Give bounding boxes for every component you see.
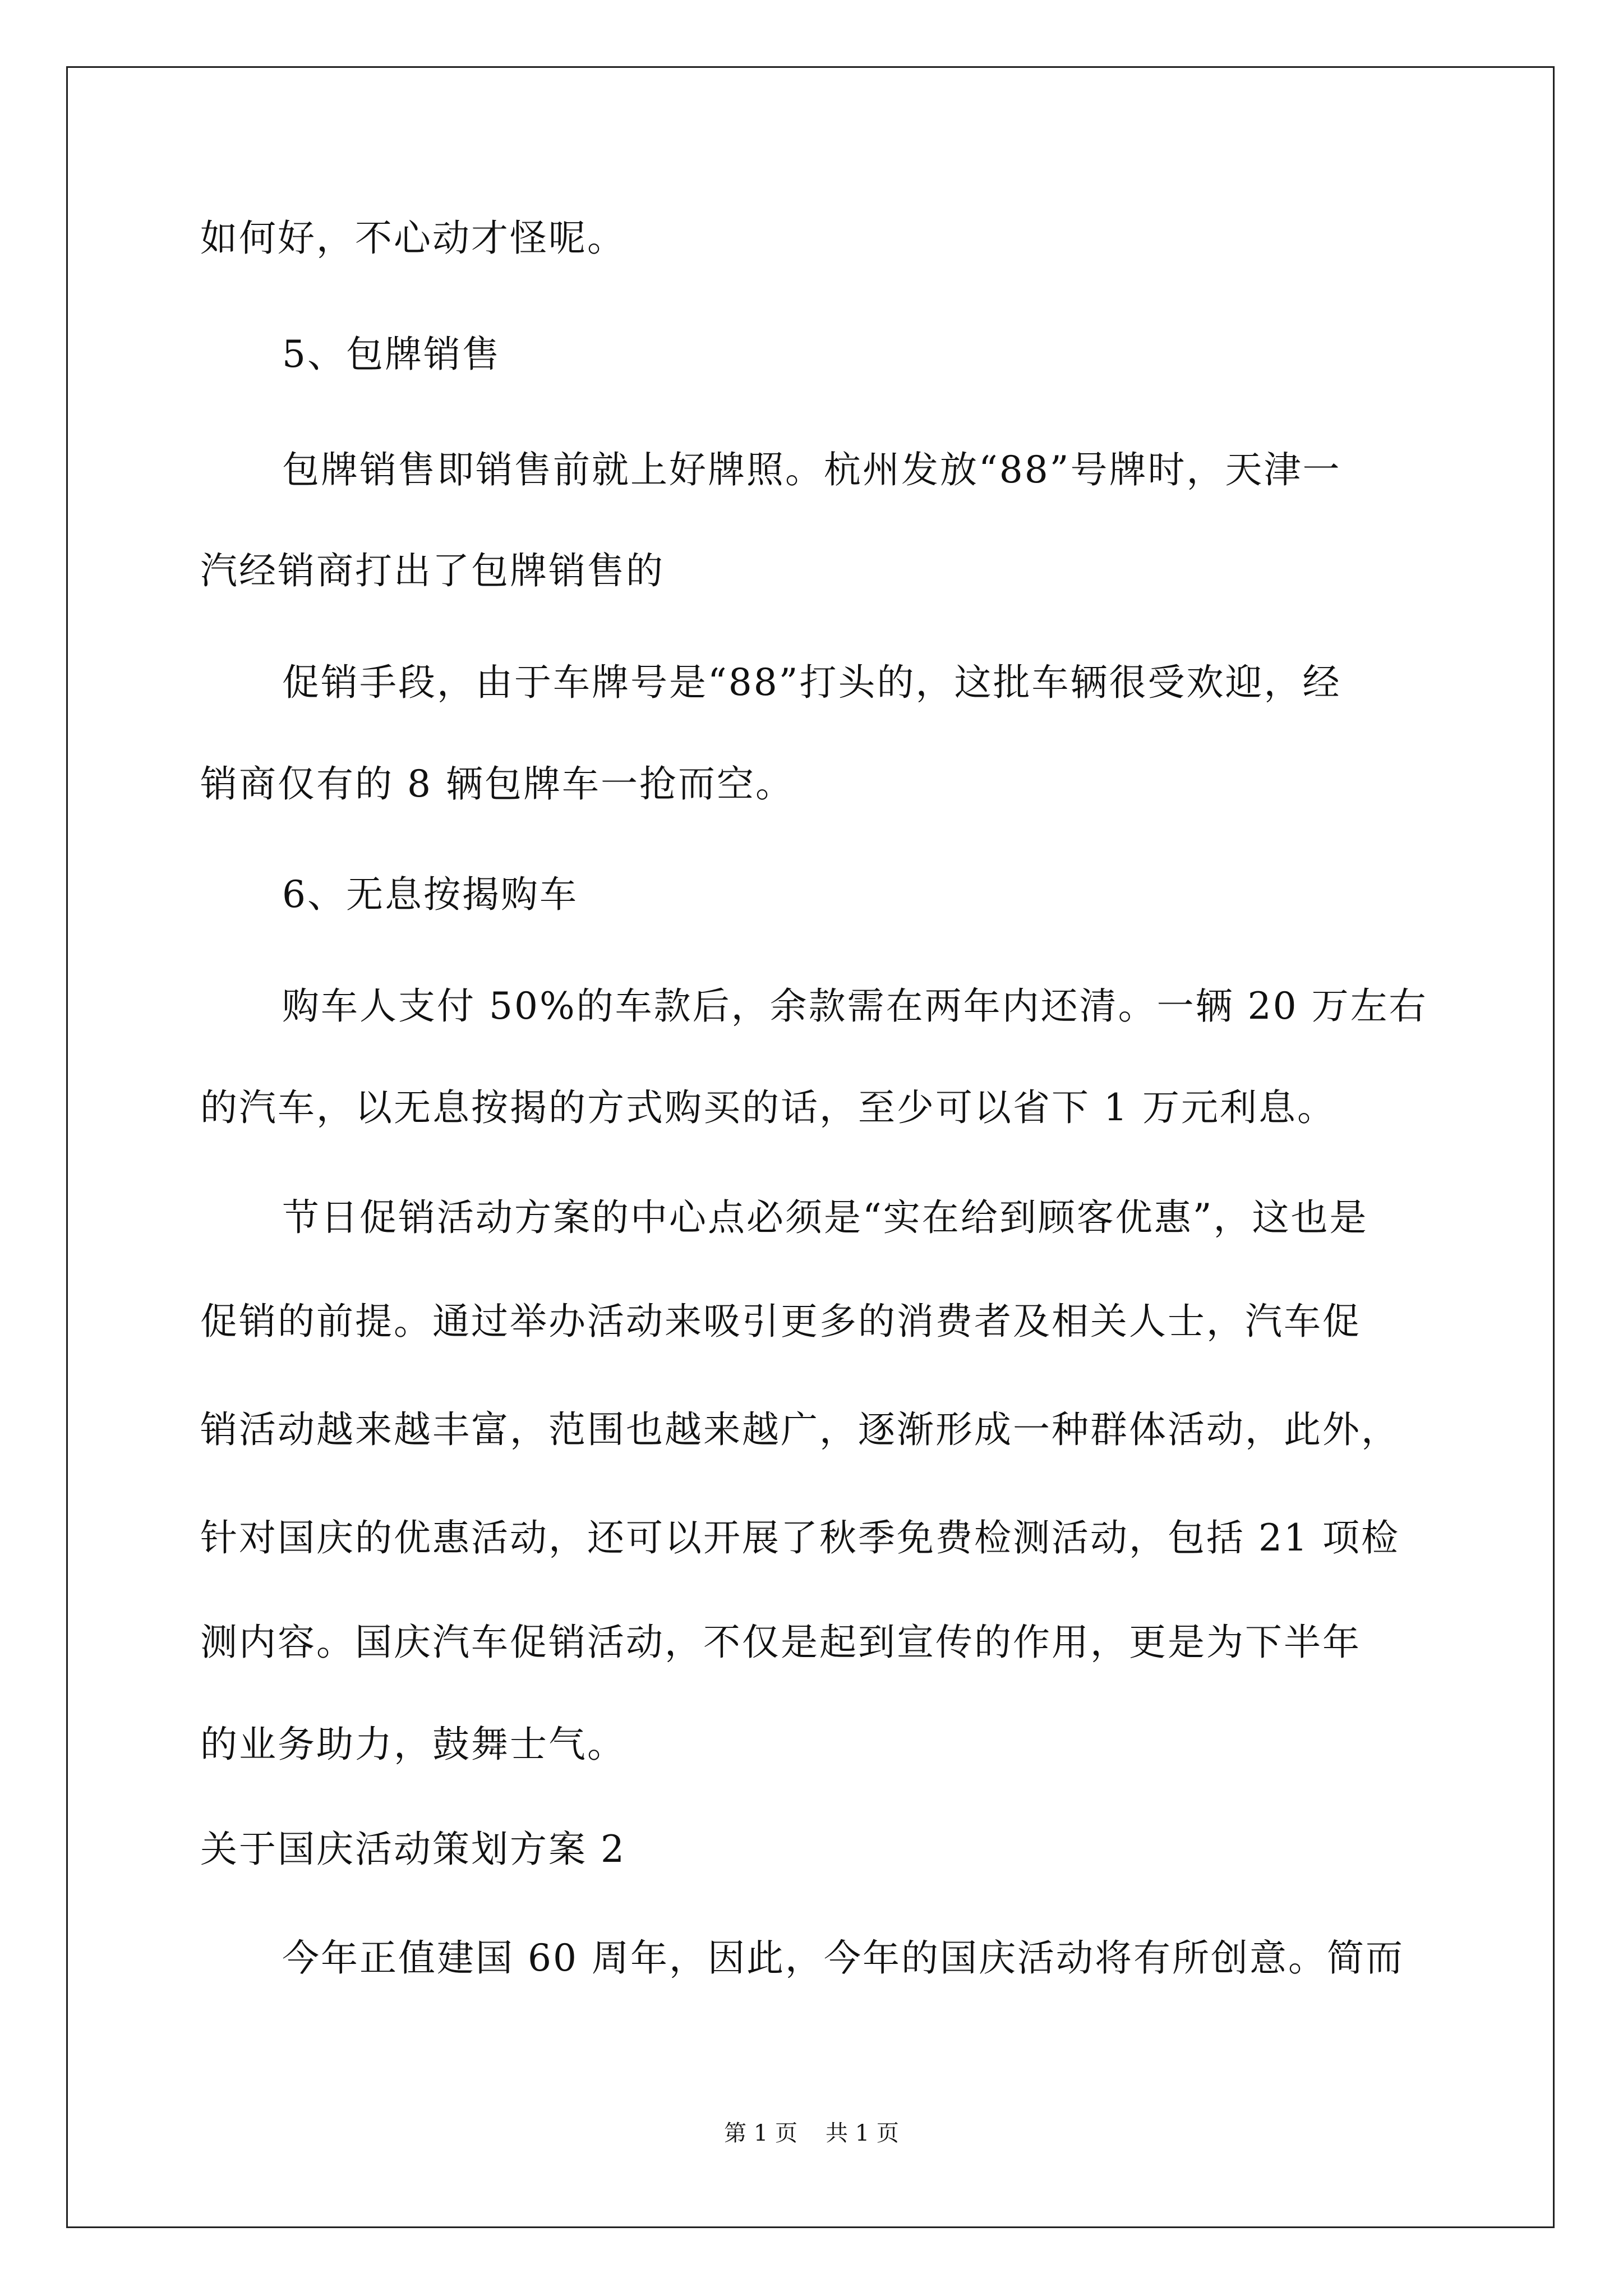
paragraph-line: 汽经销商打出了包牌销售的 [200, 549, 665, 592]
page-number: 第 1 页 [724, 2120, 797, 2146]
paragraph-line: 促销手段，由于车牌号是“88”打头的，这批车辆很受欢迎，经 [282, 661, 1341, 704]
paragraph-line: 节日促销活动方案的中心点必须是“实在给到顾客优惠”，这也是 [282, 1196, 1368, 1239]
paragraph-line: 如何好，不心动才怪呢。 [200, 217, 626, 260]
paragraph-line: 的汽车，以无息按揭的方式购买的话，至少可以省下 1 万元利息。 [200, 1086, 1336, 1129]
paragraph-line: 今年正值建国 60 周年，因此，今年的国庆活动将有所创意。简而 [282, 1936, 1404, 1980]
paragraph-line: 销商仅有的 8 辆包牌车一抢而空。 [200, 762, 794, 806]
section-heading: 5、包牌销售 [282, 333, 501, 376]
section-heading: 6、无息按揭购车 [282, 873, 578, 916]
paragraph-line: 测内容。国庆汽车促销活动，不仅是起到宣传的作用，更是为下半年 [200, 1621, 1361, 1664]
section-title: 关于国庆活动策划方案 2 [200, 1828, 626, 1871]
paragraph-line: 销活动越来越丰富，范围也越来越广，逐渐形成一种群体活动，此外， [200, 1408, 1400, 1451]
paragraph-line: 针对国庆的优惠活动，还可以开展了秋季免费检测活动，包括 21 项检 [200, 1516, 1400, 1559]
paragraph-line: 包牌销售即销售前就上好牌照。杭州发放“88”号牌时，天津一 [282, 448, 1341, 491]
paragraph-line: 的业务助力，鼓舞士气。 [200, 1723, 626, 1766]
page-footer [0, 2119, 1623, 2147]
page-total: 共 1 页 [826, 2120, 899, 2146]
paragraph-line: 促销的前提。通过举办活动来吸引更多的消费者及相关人士，汽车促 [200, 1300, 1361, 1343]
paragraph-line: 购车人支付 50%的车款后，余款需在两年内还清。一辆 20 万左右 [282, 984, 1428, 1028]
page-border [66, 66, 1555, 2228]
